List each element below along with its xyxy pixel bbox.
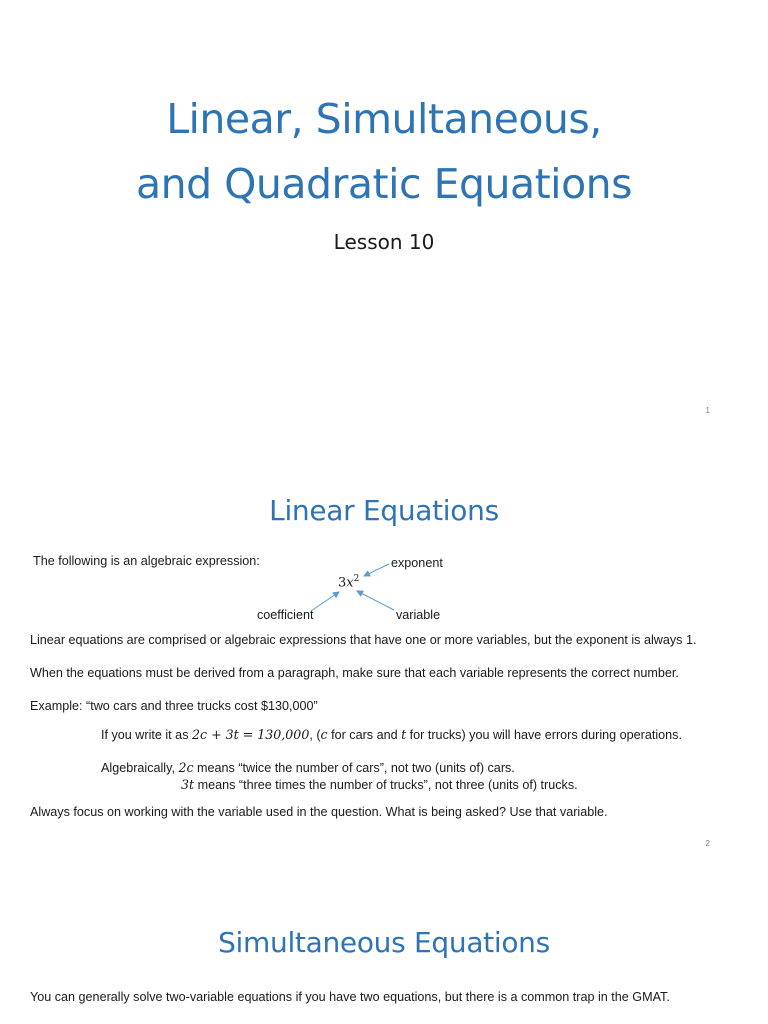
exponent-digit: 2	[353, 574, 360, 584]
var-c: c	[320, 727, 328, 742]
paragraph-simultaneous: You can generally solve two-variable equations if you have two equations, but there is a common trap in the GMAT.	[30, 990, 670, 1004]
paragraph-derived-equations: When the equations must be derived from a paragraph, make sure that each variable represents the correct number.	[30, 666, 679, 680]
paragraph-linear-definition: Linear equations are comprised or algebraic expressions that have one or more variables, but the exponent is always 1.	[30, 633, 697, 647]
line-if-mid2: for cars and	[327, 728, 402, 742]
line-if-prefix: If you write it as	[101, 728, 192, 742]
coefficient-label: coefficient	[257, 608, 314, 622]
page-number: 2	[705, 839, 710, 848]
section-title: Simultaneous Equations	[218, 926, 550, 959]
coefficient-digit: 3	[338, 575, 347, 591]
title-line-1: Linear, Simultaneous,	[166, 95, 602, 143]
slide-1	[0, 0, 768, 432]
exponent-label: exponent	[391, 556, 443, 570]
coefficient-arrow	[311, 592, 339, 611]
var-t: t	[401, 727, 407, 742]
title-line-2: and Quadratic Equations	[135, 160, 633, 208]
intro-text: The following is an algebraic expression:	[33, 554, 260, 568]
section-title: Linear Equations	[269, 494, 499, 527]
alg2-term: 3t	[181, 777, 195, 792]
line-if-you-write	[101, 727, 682, 742]
example-text: Example: “two cars and three trucks cost $130,000”	[30, 699, 318, 713]
diagram-arrows	[0, 432, 768, 864]
paragraph-focus: Always focus on working with the variable used in the question. What is being asked? Use that variable.	[30, 805, 608, 819]
equation-inline: 2c + 3t = 130,000	[192, 727, 310, 742]
line-algebraically-2	[181, 777, 578, 792]
subtitle: Lesson 10	[333, 230, 435, 254]
line-algebraically-1	[101, 760, 515, 775]
alg2-suffix: means “three times the number of trucks”, not three (units of) trucks.	[194, 778, 578, 792]
page-number: 1	[705, 406, 710, 415]
line-if-mid1: , (	[309, 728, 321, 742]
variable-label: variable	[396, 608, 441, 622]
slide-3	[0, 864, 768, 1024]
variable-arrow	[357, 591, 394, 610]
alg1-term: 2c	[178, 760, 194, 775]
variable-letter: x	[346, 575, 354, 591]
exponent-arrow	[364, 564, 389, 576]
slide-2	[0, 432, 768, 864]
line-if-suffix: for trucks) you will have errors during operations.	[406, 728, 682, 742]
alg1-prefix: Algebraically,	[101, 761, 179, 775]
alg1-suffix: means “twice the number of cars”, not two (units of) cars.	[193, 761, 515, 775]
